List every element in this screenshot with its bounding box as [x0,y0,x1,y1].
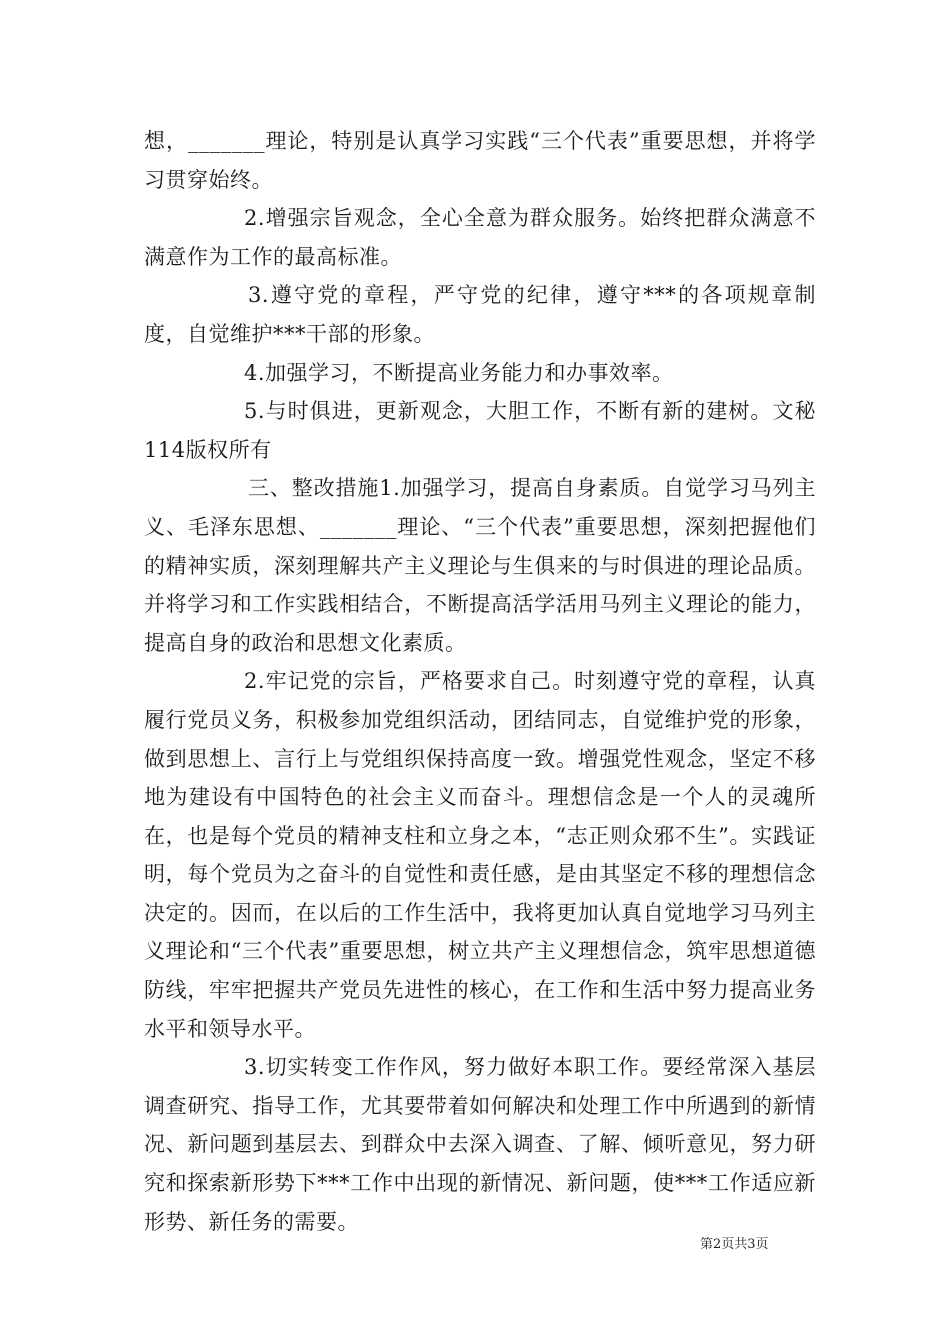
paragraph-item-3: 3.遵守党的章程，严守党的纪律，遵守***的各项规章制度，自觉维护***干部的形象。 [144,283,816,346]
page-number-footer: 第2页共3页 [700,1237,769,1252]
paragraph-item-4: 4.加强学习，不断提高业务能力和办事效率。 [244,360,674,385]
paragraph-item-2: 2.增强宗旨观念，全心全意为群众服务。始终把群众满意不满意作为工作的最高标准。 [144,206,816,269]
paragraph-measure-3: 3.切实转变工作作风，努力做好本职工作。要经常深入基层调查研究、指导工作，尤其要带着如何解决和处理工作中所遇到的新情况、新问题到基层去、到群众中去深入调查、了解、倾听意见，努力研究和探索新形势下***工作中出现的新情况、新问题，使***工作适应新形势、新任务的需要。 [144,1055,816,1234]
paragraph-continuation: 想，_______理论，特别是认真学习实践“三个代表”重要思想，并将学习贯穿始终。 [144,129,816,192]
paragraph-section-3: 三、整改措施1.加强学习，提高自身素质。自觉学习马列主义、毛泽东思想、_______理论、“三个代表”重要思想，深刻把握他们的精神实质，深刻理解共产主义理论与生俱来的与时俱进的理论品质。并将学习和工作实践相结合，不断提高活学活用马列主义理论的能力，提高自身的政治和思想文化素质。 [144,476,816,655]
paragraph-measure-2: 2.牢记党的宗旨，严格要求自己。时刻遵守党的章程，认真履行党员义务，积极参加党组织活动，团结同志，自觉维护党的形象，做到思想上、言行上与党组织保持高度一致。增强党性观念，坚定不移地为建设有中国特色的社会主义而奋斗。理想信念是一个人的灵魂所在，也是每个党员的精神支柱和立身之本，“志正则众邪不生”。实践证明，每个党员为之奋斗的自觉性和责任感，是由其坚定不移的理想信念决定的。因而，在以后的工作生活中，我将更加认真自觉地学习马列主义理论和“三个代表”重要思想，树立共产主义理想信念，筑牢思想道德防线，牢牢把握共产党员先进性的核心，在工作和生活中努力提高业务水平和领导水平。 [144,669,816,1041]
paragraph-item-5: 5.与时俱进，更新观念，大胆工作，不断有新的建树。文秘114版权所有 [144,399,816,462]
document-body [144,122,816,1241]
